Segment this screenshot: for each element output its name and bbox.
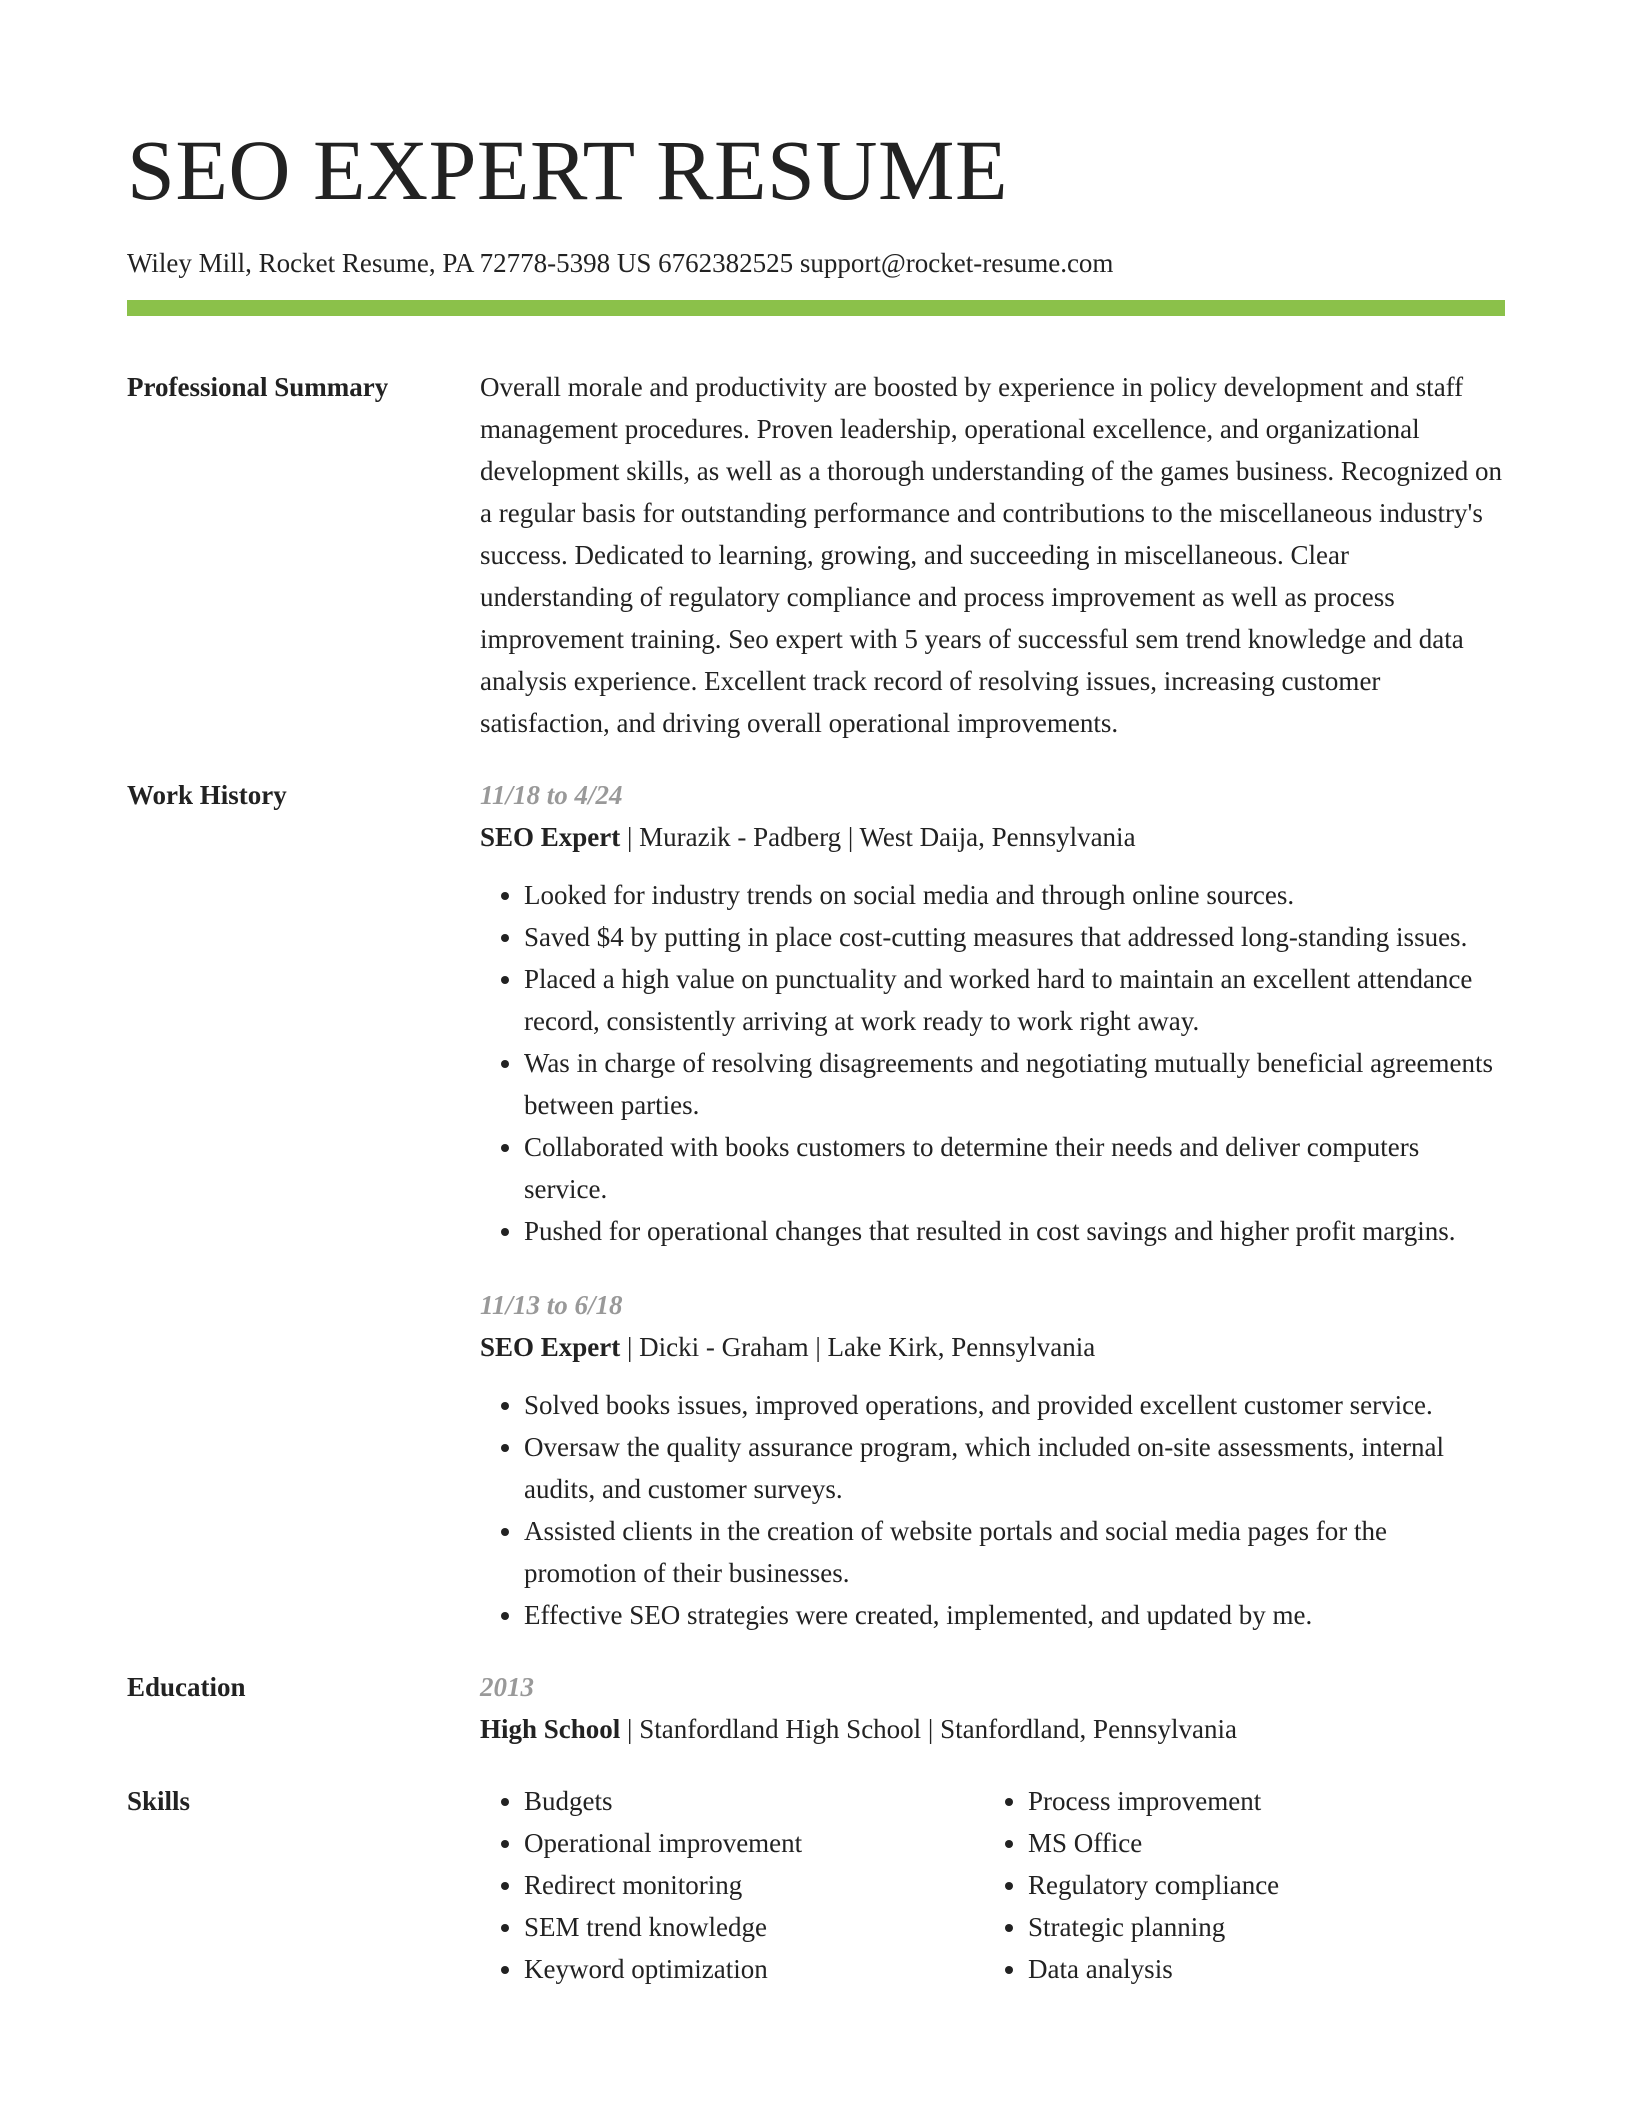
skill-item: • SEM trend knowledge [524, 1906, 984, 1948]
job-bullet: • Saved $4 by putting in place cost-cutting measures that addressed long-standing issues. [524, 916, 1505, 958]
job-dates: 11/18 to 4/24 [480, 780, 623, 810]
job-title: SEO Expert [480, 1332, 621, 1362]
summary-text: Overall morale and productivity are boosted by experience in policy development and staff management procedures. Proven leadership, operational excellence, and organizational development skills, as well as a thorough understanding of the games business. Recognized on a regular basis for outstanding performance and contributions to the miscellaneous industry's success. Dedicated to learning, growing, and succeeding in miscellaneous. Clear understanding of regulatory compliance and process improvement as well as process improvement training. Seo expert with 5 years of successful sem trend knowledge and data analysis experience. Excellent track record of resolving issues, increasing customer satisfaction, and driving overall operational improvements. [480, 372, 1503, 738]
education-line [480, 1708, 1505, 1750]
job-entry [480, 1284, 1505, 1636]
skills-section [127, 1780, 1505, 1990]
job-dates: 11/13 to 6/18 [480, 1290, 623, 1320]
skill-item: • Operational improvement [524, 1822, 984, 1864]
skills-list-right [984, 1780, 1508, 1990]
job-bullets [480, 1384, 1505, 1636]
skill-item: • Strategic planning [1028, 1906, 1508, 1948]
job-bullet: • Collaborated with books customers to determine their needs and deliver computers service. [524, 1126, 1505, 1210]
job-bullet: • Solved books issues, improved operations, and provided excellent customer service. [524, 1384, 1505, 1426]
job-entry [480, 774, 1505, 1252]
job-bullet: • Was in charge of resolving disagreements and negotiating mutually beneficial agreements between parties. [524, 1042, 1505, 1126]
job-bullet: • Oversaw the quality assurance program, which included on-site assessments, internal audits, and customer surveys. [524, 1426, 1505, 1510]
skill-item: • MS Office [1028, 1822, 1508, 1864]
job-bullet: • Looked for industry trends on social media and through online sources. [524, 874, 1505, 916]
job-bullet: • Effective SEO strategies were created, implemented, and updated by me. [524, 1594, 1505, 1636]
job-bullet: • Assisted clients in the creation of website portals and social media pages for the promotion of their businesses. [524, 1510, 1505, 1594]
skill-item: • Regulatory compliance [1028, 1864, 1508, 1906]
header-divider [127, 300, 1505, 316]
section-label-summary: Professional Summary [127, 372, 389, 402]
skill-item: • Data analysis [1028, 1948, 1508, 1990]
job-title: SEO Expert [480, 822, 621, 852]
section-label-work-history: Work History [127, 780, 287, 810]
education-details: | Stanfordland High School | Stanfordland, Pennsylvania [620, 1714, 1238, 1744]
resume-page [127, 0, 1505, 1990]
education-section [127, 1666, 1505, 1750]
skills-columns [480, 1780, 1508, 1990]
skill-item: • Redirect monitoring [524, 1864, 984, 1906]
resume-title: SEO EXPERT RESUME [127, 122, 1008, 218]
job-details: | Murazik - Padberg | West Daija, Pennsylvania [620, 822, 1136, 852]
contact-line: Wiley Mill, Rocket Resume, PA 72778-5398 US 6762382525 support@rocket-resume.com [127, 248, 1114, 278]
education-body [480, 1666, 1505, 1750]
skill-item: • Keyword optimization [524, 1948, 984, 1990]
skill-item: • Process improvement [1028, 1780, 1508, 1822]
skill-item: • Budgets [524, 1780, 984, 1822]
work-history-body [480, 774, 1505, 1636]
section-label-education: Education [127, 1672, 246, 1702]
skills-list-left [480, 1780, 984, 1990]
job-bullets [480, 874, 1505, 1252]
job-title-line [480, 1326, 1505, 1368]
education-year: 2013 [480, 1672, 534, 1702]
section-label-skills: Skills [127, 1786, 191, 1816]
job-bullet: • Placed a high value on punctuality and worked hard to maintain an excellent attendance record, consistently arriving at work ready to work right away. [524, 958, 1505, 1042]
job-details: | Dicki - Graham | Lake Kirk, Pennsylvania [620, 1332, 1096, 1362]
work-history-section [127, 774, 1505, 1636]
education-degree: High School [480, 1714, 621, 1744]
summary-section [127, 366, 1505, 744]
job-bullet: • Pushed for operational changes that resulted in cost savings and higher profit margins. [524, 1210, 1505, 1252]
job-title-line [480, 816, 1505, 858]
